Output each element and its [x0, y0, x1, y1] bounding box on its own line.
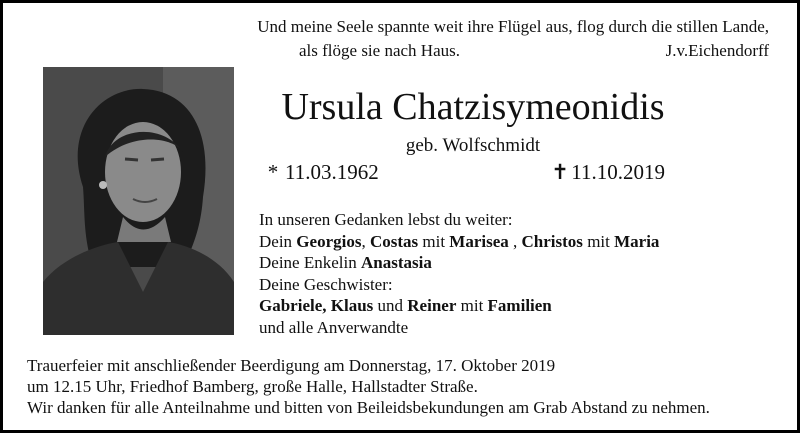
family-line-2 — [259, 231, 779, 253]
text-3: mit — [456, 296, 488, 315]
name-bold-0: Gabriele, Klaus — [259, 296, 374, 315]
text-0: Deine Enkelin — [259, 253, 361, 272]
name-bold-2: Reiner — [407, 296, 457, 315]
text-1: und — [373, 296, 408, 315]
text-2: , — [361, 231, 370, 251]
portrait-photo — [43, 67, 234, 335]
birth-name: geb. Wolfschmidt — [405, 135, 541, 156]
name-bold-5: Marisea — [449, 231, 509, 251]
name-bold-4: Familien — [487, 296, 552, 315]
death-date: 11.10.2019 — [571, 160, 665, 184]
poem-line-2-row — [209, 39, 769, 63]
funeral-details — [27, 355, 787, 418]
name-bold-9: Maria — [614, 231, 660, 251]
footer-line-1: Trauerfeier mit anschließender Beerdigung am Donnerstag, 17. Oktober 2019 — [27, 356, 556, 375]
family-line-3 — [259, 252, 779, 274]
birth-date-group — [265, 158, 379, 186]
text-0: Dein — [259, 231, 297, 251]
birth-star-icon: * — [267, 160, 279, 184]
family-line-4: Deine Geschwister: — [259, 274, 393, 294]
death-cross-icon: ✝ — [551, 160, 569, 184]
death-date-group — [551, 158, 665, 186]
poem-author: J.v.Eichendorff — [665, 41, 769, 60]
deceased-name: Ursula Chatzisymeonidis — [281, 86, 665, 128]
family-line-5 — [259, 295, 779, 317]
poem-line-1: Und meine Seele spannte weit ihre Flügel aus, flog durch die stillen Lande, — [257, 17, 769, 36]
poem-quote — [209, 15, 769, 63]
name-bold-3: Costas — [369, 231, 419, 251]
family-line-6: und alle Anverwandte — [259, 317, 409, 337]
name-bold-7: Christos — [521, 231, 583, 251]
family-line-1: In unseren Gedanken lebst du weiter: — [259, 210, 513, 229]
life-dates — [265, 158, 685, 188]
poem-line-2: als flöge sie nach Haus. — [299, 41, 460, 60]
name-bold-1: Georgios — [296, 231, 362, 251]
portrait-image — [43, 67, 234, 335]
birth-date: 11.03.1962 — [285, 160, 379, 184]
text-4: mit — [418, 231, 450, 251]
text-6: , — [508, 231, 522, 251]
text-8: mit — [582, 231, 615, 251]
family-list — [259, 209, 779, 338]
footer-line-2: um 12.15 Uhr, Friedhof Bamberg, große Halle, Hallstadter Straße. — [27, 377, 478, 396]
name-bold-1: Anastasia — [360, 253, 432, 272]
footer-line-3: Wir danken für alle Anteilnahme und bitten von Beileidsbekundungen am Grab Abstand zu nehmen. — [27, 398, 710, 417]
